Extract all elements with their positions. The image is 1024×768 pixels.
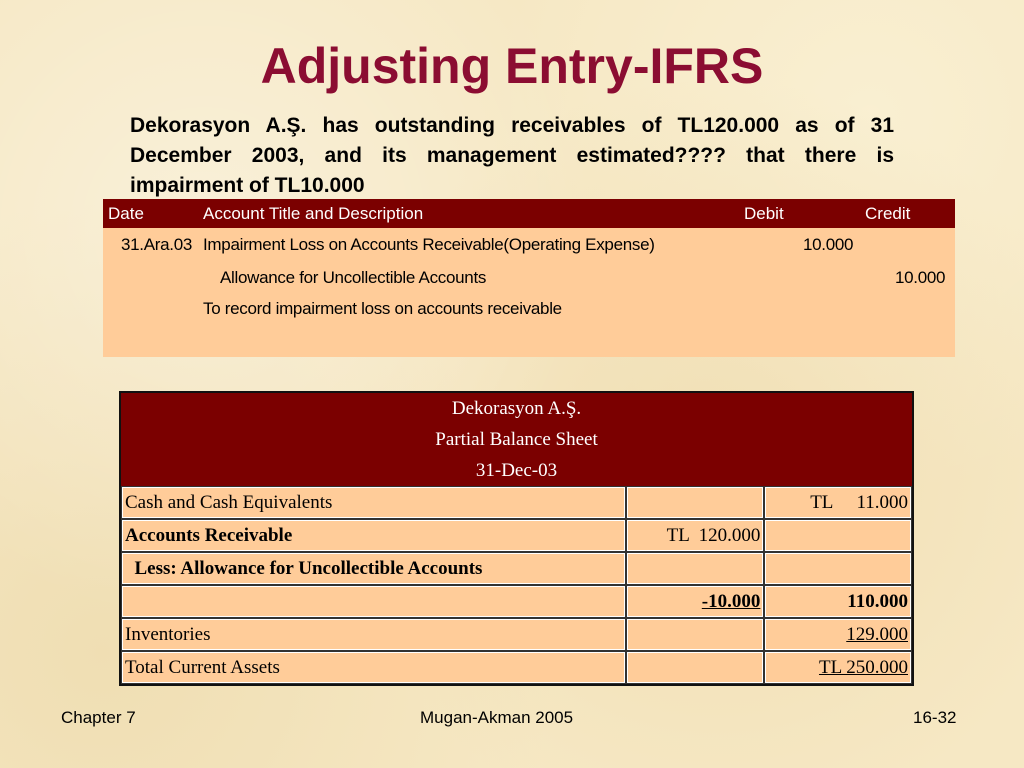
bs-statement-row — [121, 424, 912, 455]
table-row — [121, 486, 912, 519]
bs-label: Less: Allowance for Uncollectible Accounts — [121, 552, 626, 585]
bs-label: Inventories — [121, 618, 626, 651]
journal-row-3-account: To record impairment loss on accounts receivable — [203, 299, 562, 318]
bs-col1 — [626, 486, 765, 519]
bs-label — [121, 585, 626, 618]
bs-col2: 129.000 — [764, 618, 912, 651]
bs-statement: Partial Balance Sheet — [121, 424, 912, 455]
journal-row-1-account: Impairment Loss on Accounts Receivable(Operating Expense) — [203, 235, 655, 254]
intro-paragraph: Dekorasyon A.Ş. has outstanding receivables of TL120.000 as of 31 December 2003, and its management estimated???? that there is impairment of TL10.000 — [130, 114, 894, 197]
bs-label: Cash and Cash Equivalents — [121, 486, 626, 519]
bs-col1 — [626, 651, 765, 684]
bs-label: Accounts Receivable — [121, 519, 626, 552]
journal-row-2-account: Allowance for Uncollectible Accounts — [220, 268, 487, 287]
bs-col1: TL 120.000 — [626, 519, 765, 552]
bs-col2 — [764, 552, 912, 585]
table-row — [121, 552, 912, 585]
table-row — [121, 585, 912, 618]
journal-header — [103, 199, 955, 228]
bs-col1 — [626, 552, 765, 585]
journal-row-2-credit: 10.000 — [895, 268, 946, 287]
table-row — [121, 519, 912, 552]
footer-author: Mugan-Akman 2005 — [420, 708, 574, 727]
footer-page-number: 16-32 — [913, 708, 957, 727]
bs-date: 31-Dec-03 — [121, 455, 912, 486]
bs-col1 — [626, 618, 765, 651]
table-row — [121, 618, 912, 651]
slide-title: Adjusting Entry-IFRS — [260, 38, 764, 94]
journal-entry — [103, 199, 955, 357]
partial-balance-sheet — [119, 391, 914, 686]
journal-row-1-debit: 10.000 — [803, 235, 854, 254]
journal-header-date: Date — [108, 204, 144, 223]
footer-chapter: Chapter 7 — [61, 708, 136, 727]
bs-col2: 110.000 — [764, 585, 912, 618]
bs-date-row — [121, 455, 912, 486]
table-row — [121, 651, 912, 684]
bs-company-row — [121, 393, 912, 424]
bs-col2: TL 250.000 — [764, 651, 912, 684]
bs-company: Dekorasyon A.Ş. — [121, 393, 912, 424]
journal-row-1-date: 31.Ara.03 — [121, 235, 193, 254]
bs-col2 — [764, 519, 912, 552]
bs-label: Total Current Assets — [121, 651, 626, 684]
journal-header-account: Account Title and Description — [203, 204, 424, 223]
bs-col1: -10.000 — [626, 585, 765, 618]
journal-header-credit: Credit — [865, 204, 911, 223]
bs-col2: TL 11.000 — [764, 486, 912, 519]
journal-header-debit: Debit — [744, 204, 784, 223]
